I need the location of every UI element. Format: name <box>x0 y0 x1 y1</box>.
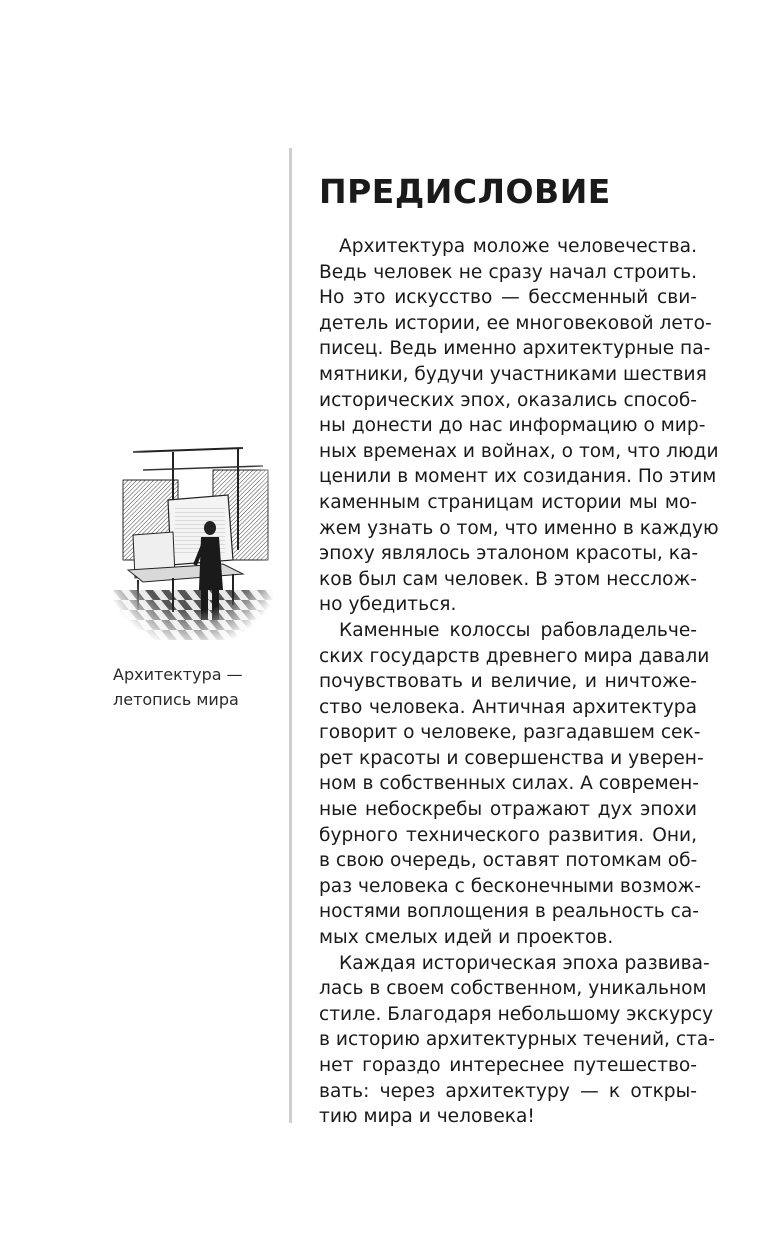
text-line: бурного технического развития. Они, <box>319 824 697 846</box>
text-line: Архитектура моложе человечества. <box>339 236 697 257</box>
text-line: исторических эпох, оказались способ- <box>319 389 697 411</box>
text-line: вать: через архитектуру — к откры- <box>319 1080 697 1102</box>
text-line: почувствовать и величие, и ничтоже- <box>319 671 697 693</box>
engraving-icon <box>113 440 273 640</box>
paragraph-1 <box>319 234 719 618</box>
paragraph-3 <box>319 951 716 1130</box>
text-line: ностями воплощения в реальность са- <box>319 901 699 923</box>
preface-body <box>319 234 719 1130</box>
text-line: стиле. Благодаря небольшому экскурсу <box>319 1003 714 1025</box>
text-line: ны донести до нас информацию о мир- <box>319 415 706 437</box>
text-line: эпоху являлось эталоном красоты, ка- <box>319 543 699 565</box>
text-line: жем узнать о том, что именно в каждую <box>319 517 719 539</box>
text-line: каменным страницам истории мы мо- <box>319 491 697 513</box>
text-line: раз человека с бесконечными возмож- <box>319 875 702 897</box>
text-line: детель истории, ее многовековой лето- <box>319 312 712 334</box>
caption-line: летопись мира <box>113 690 239 709</box>
paragraph-2 <box>319 618 710 951</box>
text-line: ских государств древнего мира давали <box>319 645 710 667</box>
text-line: ном в собственных силах. А современ- <box>319 773 699 795</box>
text-line: ных временах и войнах, о том, что люди <box>319 440 719 462</box>
text-line: в историю архитектурных течений, ста- <box>319 1029 716 1051</box>
text-line: Но это искусство — бессменный сви- <box>319 287 697 309</box>
text-line: лась в своем собственном, уникальном <box>319 978 707 1000</box>
text-line: Ведь человек не сразу начал строить. <box>319 261 697 283</box>
text-line: тию мира и человека! <box>319 1106 535 1128</box>
page-title: ПРЕДИСЛОВИЕ <box>319 172 611 211</box>
text-line: говорит о человеке, разгадавшем сек- <box>319 722 701 744</box>
text-line: ство человека. Античная архитектура <box>319 696 697 718</box>
text-line: ков был сам человек. В этом несслож- <box>319 568 697 590</box>
caption-line: Архитектура — <box>113 665 243 684</box>
text-line: ценили в момент их созидания. По этим <box>319 466 717 488</box>
text-line: писец. Ведь именно архитектурные па- <box>319 338 711 360</box>
text-line: нет гораздо интереснее путешество- <box>319 1055 697 1076</box>
text-line: мятники, будучи участниками шествия <box>319 363 707 385</box>
margin-divider <box>289 148 292 1123</box>
text-line: но убедиться. <box>319 594 457 616</box>
text-line: Каждая историческая эпоха развива- <box>339 952 710 974</box>
architect-drafting-illustration <box>113 440 273 640</box>
text-line: ные небоскребы отражают дух эпохи <box>319 799 697 821</box>
text-line: мых смелых идей и проектов. <box>319 927 614 949</box>
text-line: Каменные колоссы рабовладельче- <box>339 619 697 641</box>
text-line: в свою очередь, оставят потомкам об- <box>319 850 698 872</box>
illustration-caption <box>113 662 283 712</box>
text-line: рет красоты и совершенства и уверен- <box>319 747 704 769</box>
